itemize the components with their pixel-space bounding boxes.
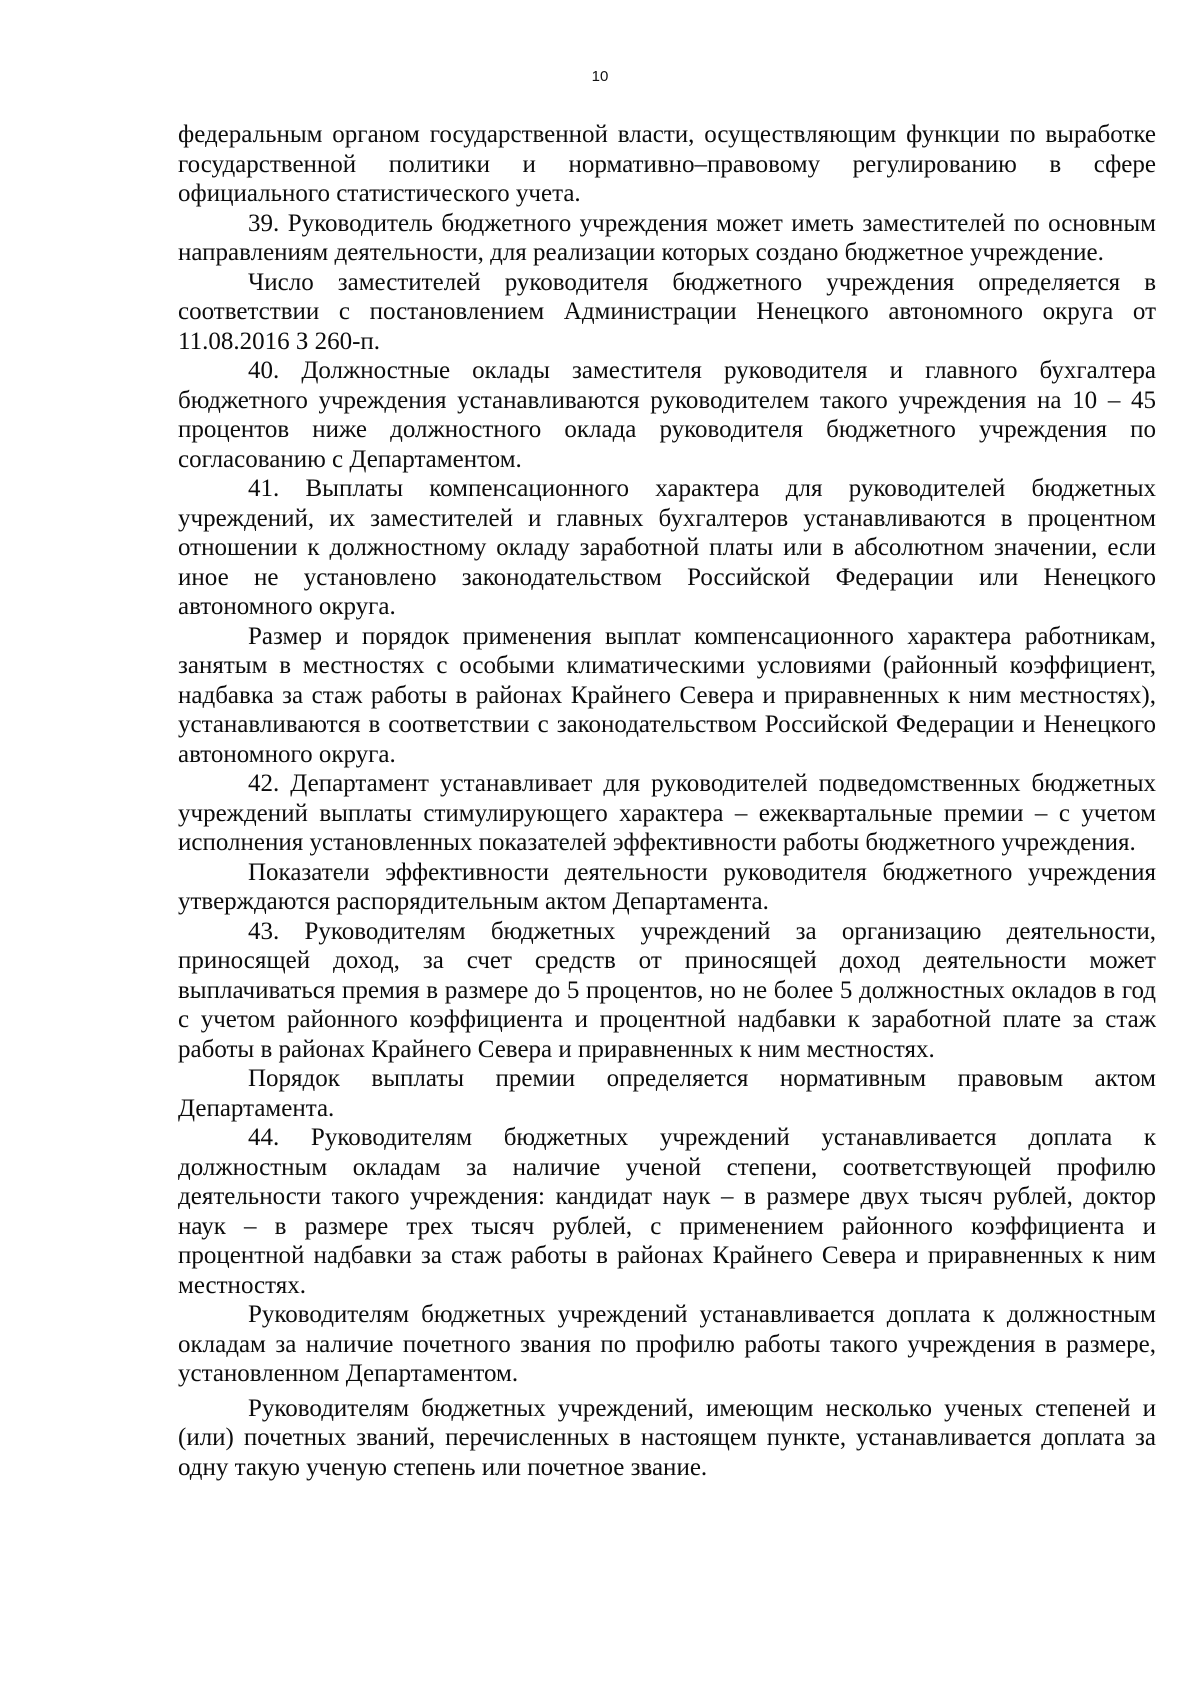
paragraph-42-indicators: Показатели эффективности деятельности руководителя бюджетного учреждения утверждаются распорядительным актом Департамента. [178,858,1156,915]
paragraph-continuation: федеральным органом государственной власти, осуществляющим функции по выработке государственной политики и нормативно–правовому регулированию в сфере официального статистического учета. [178,121,1156,207]
paragraph-44: 44. Руководителям бюджетных учреждений устанавливается доплата к должностным окладам за наличие ученой степени, соответствующей профилю деятельности такого учреждения: кандидат наук – в размере двух тысяч рублей, доктор наук – в размере трех тысяч рублей, с применением районного коэффициента и процентной надбавки за стаж работы в районах Крайнего Севера и приравненных к ним местностях. [178,1124,1156,1299]
paragraph-42: 42. Департамент устанавливает для руководителей подведомственных бюджетных учреждений выплаты стимулирующего характера – ежеквартальные премии – с учетом исполнения установленных показателей эффективности работы бюджетного учреждения. [178,770,1156,856]
paragraph-41-compensation: Размер и порядок применения выплат компенсационного характера работникам, занятым в местностях с особыми климатическими условиями (районный коэффициент, надбавка за стаж работы в районах Крайнего Севера и приравненных к ним местностях), устанавливаются в соответствии с законодательством Российской Федерации и Ненецкого автономного округа. [178,622,1156,768]
paragraph-39: 39. Руководитель бюджетного учреждения может иметь заместителей по основным направлениям деятельности, для реализации которых создано бюджетное учреждение. [178,209,1156,266]
paragraph-44-honorary-title: Руководителям бюджетных учреждений устанавливается доплата к должностным окладам за наличие почетного звания по профилю работы такого учреждения в размере, установленном Департаментом. [178,1301,1156,1387]
paragraph-44-multiple-degrees: Руководителям бюджетных учреждений, имеющим несколько ученых степеней и (или) почетных званий, перечисленных в настоящем пункте, устанавливается доплата за одну такую ученую степень или почетное звание. [178,1394,1156,1481]
paragraph-43: 43. Руководителям бюджетных учреждений за организацию деятельности, приносящей доход, за счет средств от приносящей доход деятельности может выплачиваться премия в размере до 5 процентов, но не более 5 должностных окладов в год с учетом районного коэффициента и процентной надбавки к заработной плате за стаж работы в районах Крайнего Севера и приравненных к ним местностях. [178,917,1156,1063]
page-number: 10 [591,68,609,85]
document-body [178,120,1156,1482]
paragraph-43-procedure: Порядок выплаты премии определяется нормативным правовым актом Департамента. [178,1065,1156,1122]
paragraph-40: 40. Должностные оклады заместителя руководителя и главного бухгалтера бюджетного учреждения устанавливаются руководителем такого учреждения на 10 – 45 процентов ниже должностного оклада руководителя бюджетного учреждения по согласованию с Департаментом. [178,357,1156,473]
paragraph-39-deputies-count: Число заместителей руководителя бюджетного учреждения определяется в соответствии с постановлением Администрации Ненецкого автономного округа от 11.08.2016 З 260-п. [178,268,1156,355]
paragraph-41: 41. Выплаты компенсационного характера для руководителей бюджетных учреждений, их заместителей и главных бухгалтеров устанавливаются в процентном отношении к должностному окладу заработной платы или в абсолютном значении, если иное не установлено законодательством Российской Федерации или Ненецкого автономного округа. [178,475,1156,620]
